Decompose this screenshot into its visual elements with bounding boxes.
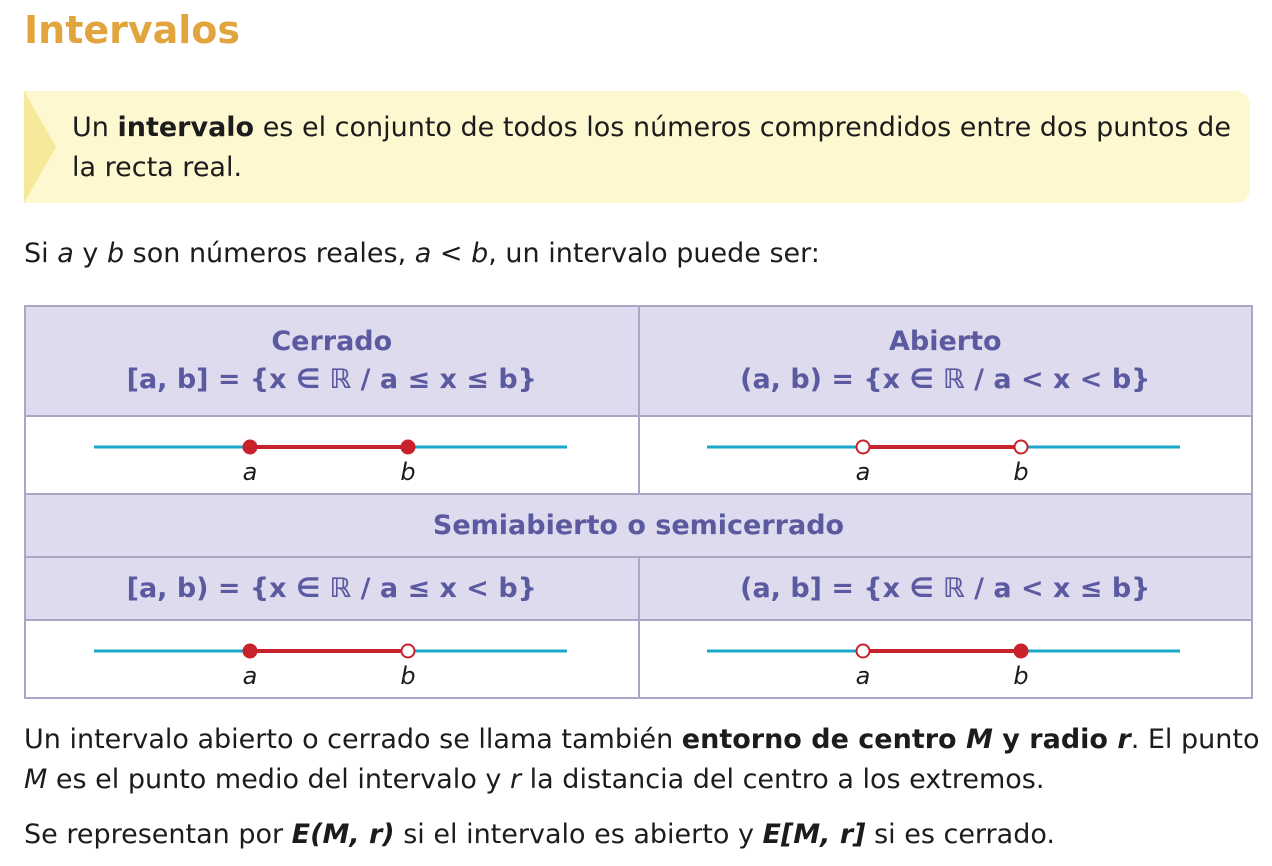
semi-left-number-line-cell bbox=[25, 620, 639, 698]
definition-text: Un intervalo es el conjunto de todos los números comprendidos entre dos puntos de la recta real. bbox=[72, 112, 1231, 183]
closed-formula: [a, b] = {x ∈ ℝ / a ≤ x ≤ b} bbox=[126, 364, 537, 395]
label-a: a bbox=[855, 662, 871, 689]
closed-notation: E[M, r] bbox=[762, 819, 866, 850]
label-a: a bbox=[242, 458, 258, 485]
definition-marker bbox=[24, 91, 56, 203]
open-formula: (a, b) = {x ∈ ℝ / a < x < b} bbox=[740, 364, 1151, 395]
notation-paragraph: Se representan por E(M, r) si el intervalo es abierto y E[M, r] si es cerrado. bbox=[24, 819, 1055, 850]
closed-name: Cerrado bbox=[271, 326, 393, 357]
semi-header: Semiabierto o semicerrado bbox=[25, 494, 1252, 557]
semi-left-number-line bbox=[92, 629, 572, 689]
open-endpoint-b bbox=[401, 645, 414, 658]
open-endpoint-a bbox=[857, 645, 870, 658]
closed-endpoint-b bbox=[401, 441, 414, 454]
open-endpoint-b bbox=[1015, 441, 1028, 454]
closed-endpoint-b bbox=[1015, 645, 1028, 658]
neighborhood-paragraph: Un intervalo abierto o cerrado se llama también entorno de centro M y radio r. El punto M es el punto medio del intervalo y r la distancia del centro a los extremos. bbox=[24, 724, 1260, 795]
page-title: Intervalos bbox=[24, 8, 241, 52]
label-b: b bbox=[1013, 458, 1029, 485]
label-a: a bbox=[242, 662, 258, 689]
closed-number-line bbox=[92, 425, 572, 485]
closed-header bbox=[25, 306, 639, 416]
intro-sentence: Si a y b son números reales, a < b, un intervalo puede ser: bbox=[24, 238, 820, 269]
open-number-line-cell bbox=[639, 416, 1253, 494]
definition-term: intervalo bbox=[117, 112, 255, 143]
open-name: Abierto bbox=[888, 326, 1002, 357]
label-a: a bbox=[855, 458, 871, 485]
open-notation: E(M, r) bbox=[291, 819, 395, 850]
label-b: b bbox=[400, 458, 416, 485]
semi-right-number-line bbox=[705, 629, 1185, 689]
closed-endpoint-a bbox=[243, 441, 256, 454]
closed-endpoint-a bbox=[243, 645, 256, 658]
interval-types-table bbox=[24, 305, 1253, 699]
semi-right-formula: (a, b] = {x ∈ ℝ / a < x ≤ b} bbox=[639, 557, 1253, 620]
closed-number-line-cell bbox=[25, 416, 639, 494]
open-number-line bbox=[705, 425, 1185, 485]
label-b: b bbox=[1013, 662, 1029, 689]
semi-right-number-line-cell bbox=[639, 620, 1253, 698]
open-header bbox=[639, 306, 1253, 416]
open-endpoint-a bbox=[857, 441, 870, 454]
label-b: b bbox=[400, 662, 416, 689]
neighborhood-term: entorno de centro M y radio r bbox=[681, 724, 1131, 755]
semi-left-formula: [a, b) = {x ∈ ℝ / a ≤ x < b} bbox=[25, 557, 639, 620]
